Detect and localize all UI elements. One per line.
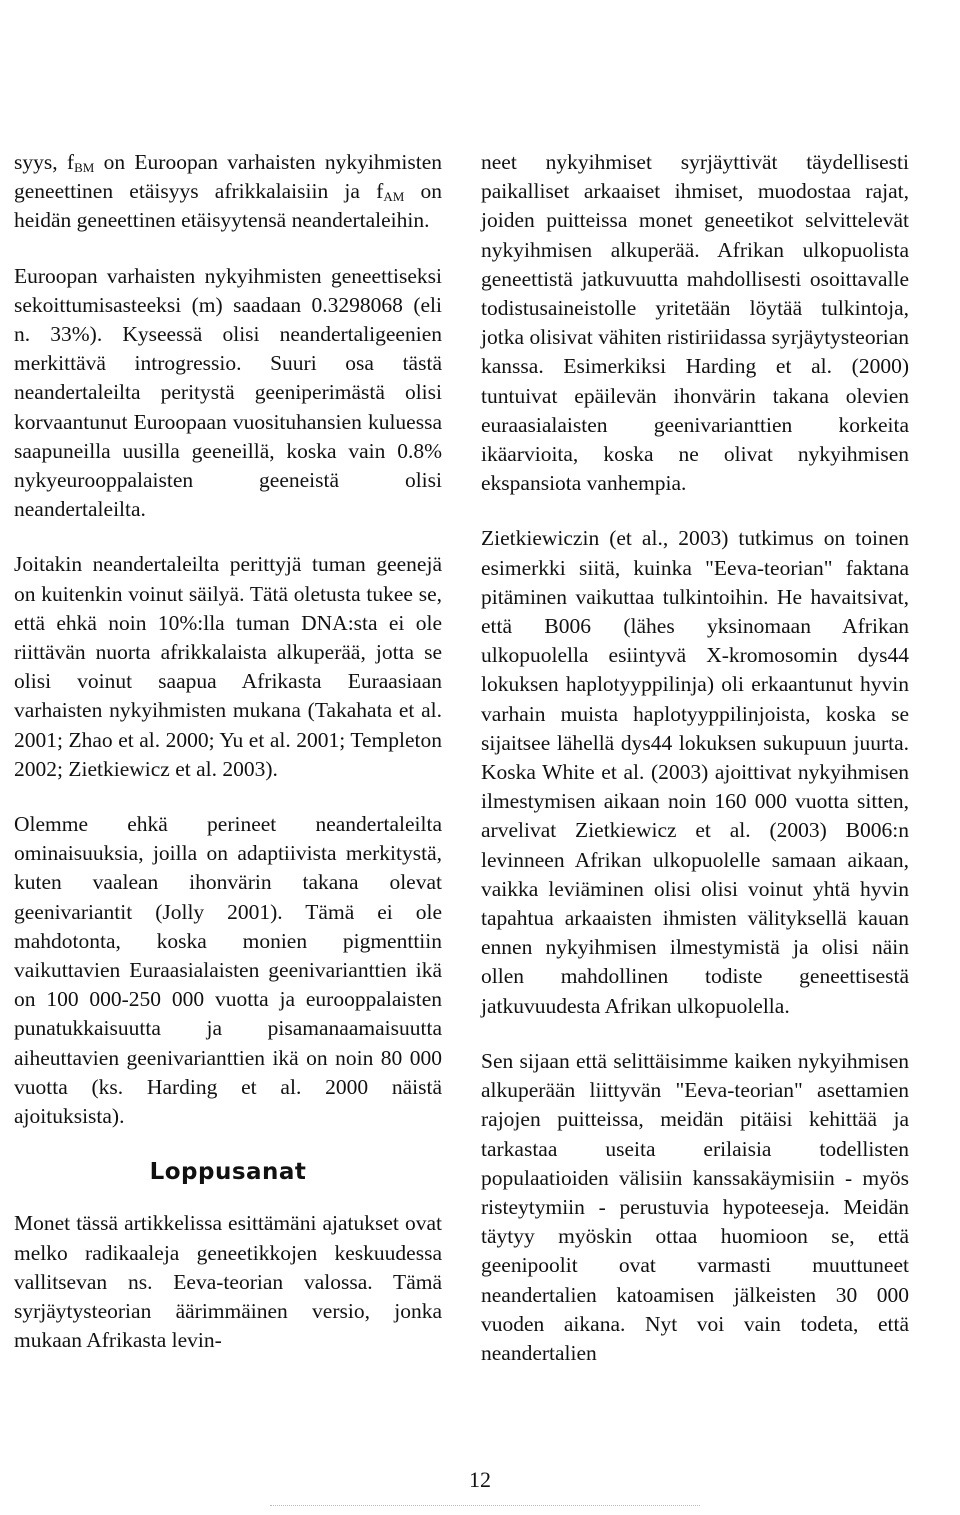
paragraph-nuclear-genes: Joitakin neandertaleilta perittyjä tuman geenejä on kuitenkin voinut säilyä. Tätä oletusta tukee se, että ehkä noin 10%:lla tuman DNA:sta ei ole riittävän nuorta afrikkalaista alkuperää, jotta se olisi voinut saapua Afrikasta Euraasiaan varhaisten nykyihmisten mukana (Takahata et al. 2001; Zhao et al. 2000; Yu et al. 2001; Templeton 2002; Zietkiewicz et al. 2003). bbox=[14, 552, 442, 781]
subscript-bm: BM bbox=[74, 160, 95, 175]
paragraph-zietkiewicz-example: Zietkiewiczin (et al., 2003) tutkimus on toinen esimerkki siitä, kuinka "Eeva-teorian" faktana pitäminen vaikuttaa tulkintoihin. He havaitsivat, että B006 (lähes yksinomaan Afrikan ulkopuolella esiintyvä X-kromosomin dys44 lokuksen haplotyyppilinja) oli erkaantunut hyvin varhain muista haplotyyppilinjoista, koska se sijaitsee lähellä dys44 lokuksen sukupuun juurta. Koska White et al. (2003) ajoittivat nykyihmisen ilmestymisen aikaan noin 160 000 vuotta sitten, arvelivat Zietkiewicz et al. (2003) B006:n levinneen Afrikan ulkopuolelle samaan aikaan, vaikka leviäminen olisi olisi voinut yhtä hyvin tapahtua arkaaisten ihmisten välityksellä kauan ennen nykyihmisen ilmestymistä ja olisi näin ollen mahdollinen todiste geneettisestä jatkuvuudesta Afrikan ulkopuolella. bbox=[481, 526, 909, 1018]
section-heading: Loppusanat bbox=[149, 1159, 307, 1186]
subscript-am: AM bbox=[383, 189, 405, 205]
right-column bbox=[481, 148, 909, 1394]
text-fragment: on heidän geneettinen etäisyytensä neandertaleihin. bbox=[14, 179, 442, 233]
footer-divider bbox=[270, 1505, 700, 1506]
paragraph-hypotheses: Sen sijaan että selittäisimme kaiken nykyihmisen alkuperään liittyvän "Eeva-teorian" asettamien rajojen puitteissa, meidän pitäisi kehittää ja tarkastaa useita erilaisia todellisten populaatioiden välisiin kanssakäymisiin - myös risteytymiin - perustuvia hypoteeseja. Meidän täytyy myöskin ottaa huomioon se, että geenipoolit ovat varmasti muuttuneet neandertalien katoamisen jälkeisten 30 000 vuoden aikana. Nyt voi vain todeta, että neandertalien bbox=[481, 1048, 909, 1365]
page-number: 12 bbox=[469, 1467, 491, 1492]
text-fragment: syys, f bbox=[14, 150, 75, 174]
paragraph-genetic-distance bbox=[14, 148, 442, 236]
paragraph-replacement-theory: neet nykyihmiset syrjäyttivät täydellisesti paikalliset arkaaiset ihmiset, muodostaa rajat, joiden puitteissa monet geneetikot selvittelevät nykyihmisen alkuperää. Afrikan ulkopuolista geneettistä jatkuvuutta mahdollisesti osoittavalle todistusaineistolle yritetään löytää tulkintoja, jotka olisivat vähiten ristiriidassa syrjäytysteorian kanssa. Esimerkiksi Harding et al. (2000) tuntuivat epäilevän ihonvärin takana olevien euraasialaisten geenivarianttien korkeita ikäarvioita, koska ne olivat nykyihmisen ekspansiota vanhempia. bbox=[481, 150, 909, 496]
paragraph-adaptive-traits: Olemme ehkä perineet neandertaleilta ominaisuuksia, joilla on adaptiivista merkitystä, kuten vaalean ihonvärin takana olevat geenivariantit (Jolly 2001). Tämä ei ole mahdotonta, koska monien pigmenttiin vaikuttavien Euraasialaisten geenivarianttien ikä on 100 000-250 000 vuotta ja eurooppalaisten punatukkaisuutta ja pisamanaamaisuutta aiheuttavien geenivarianttien ikä on noin 80 000 vuotta (ks. Harding et al. 2000 näistä ajoituksista). bbox=[14, 812, 442, 1129]
paragraph-admixture-rate: Euroopan varhaisten nykyihmisten geneettiseksi sekoittumisasteeksi (m) saadaan 0.3298068 (eli n. 33%). Kyseessä olisi neandertaligeenien merkittävä introgressio. Suuri osa tästä neandertaleilta peritystä geeniperimästä olisi korvaantunut Euroopaan vuosituhansien kuluessa saapuneilla uusilla geeneillä, koska vain 0.8% nykyeurooppalaisten geeneistä olisi neandertaleilta. bbox=[14, 263, 442, 522]
text-fragment: on Euroopan varhaisten nykyihmisten geneettinen etäisyys afrikkalaisiin ja f bbox=[14, 150, 442, 204]
paragraph-closing-words: Monet tässä artikkelissa esittämäni ajatukset ovat melko radikaaleja geneetikkojen keskuudessa vallitsevan ns. Eeva-teorian valossa. Tämä syrjäytysteorian äärimmäinen versio, jonka mukaan Afrikasta levin- bbox=[14, 1211, 442, 1353]
left-column bbox=[14, 148, 442, 1381]
